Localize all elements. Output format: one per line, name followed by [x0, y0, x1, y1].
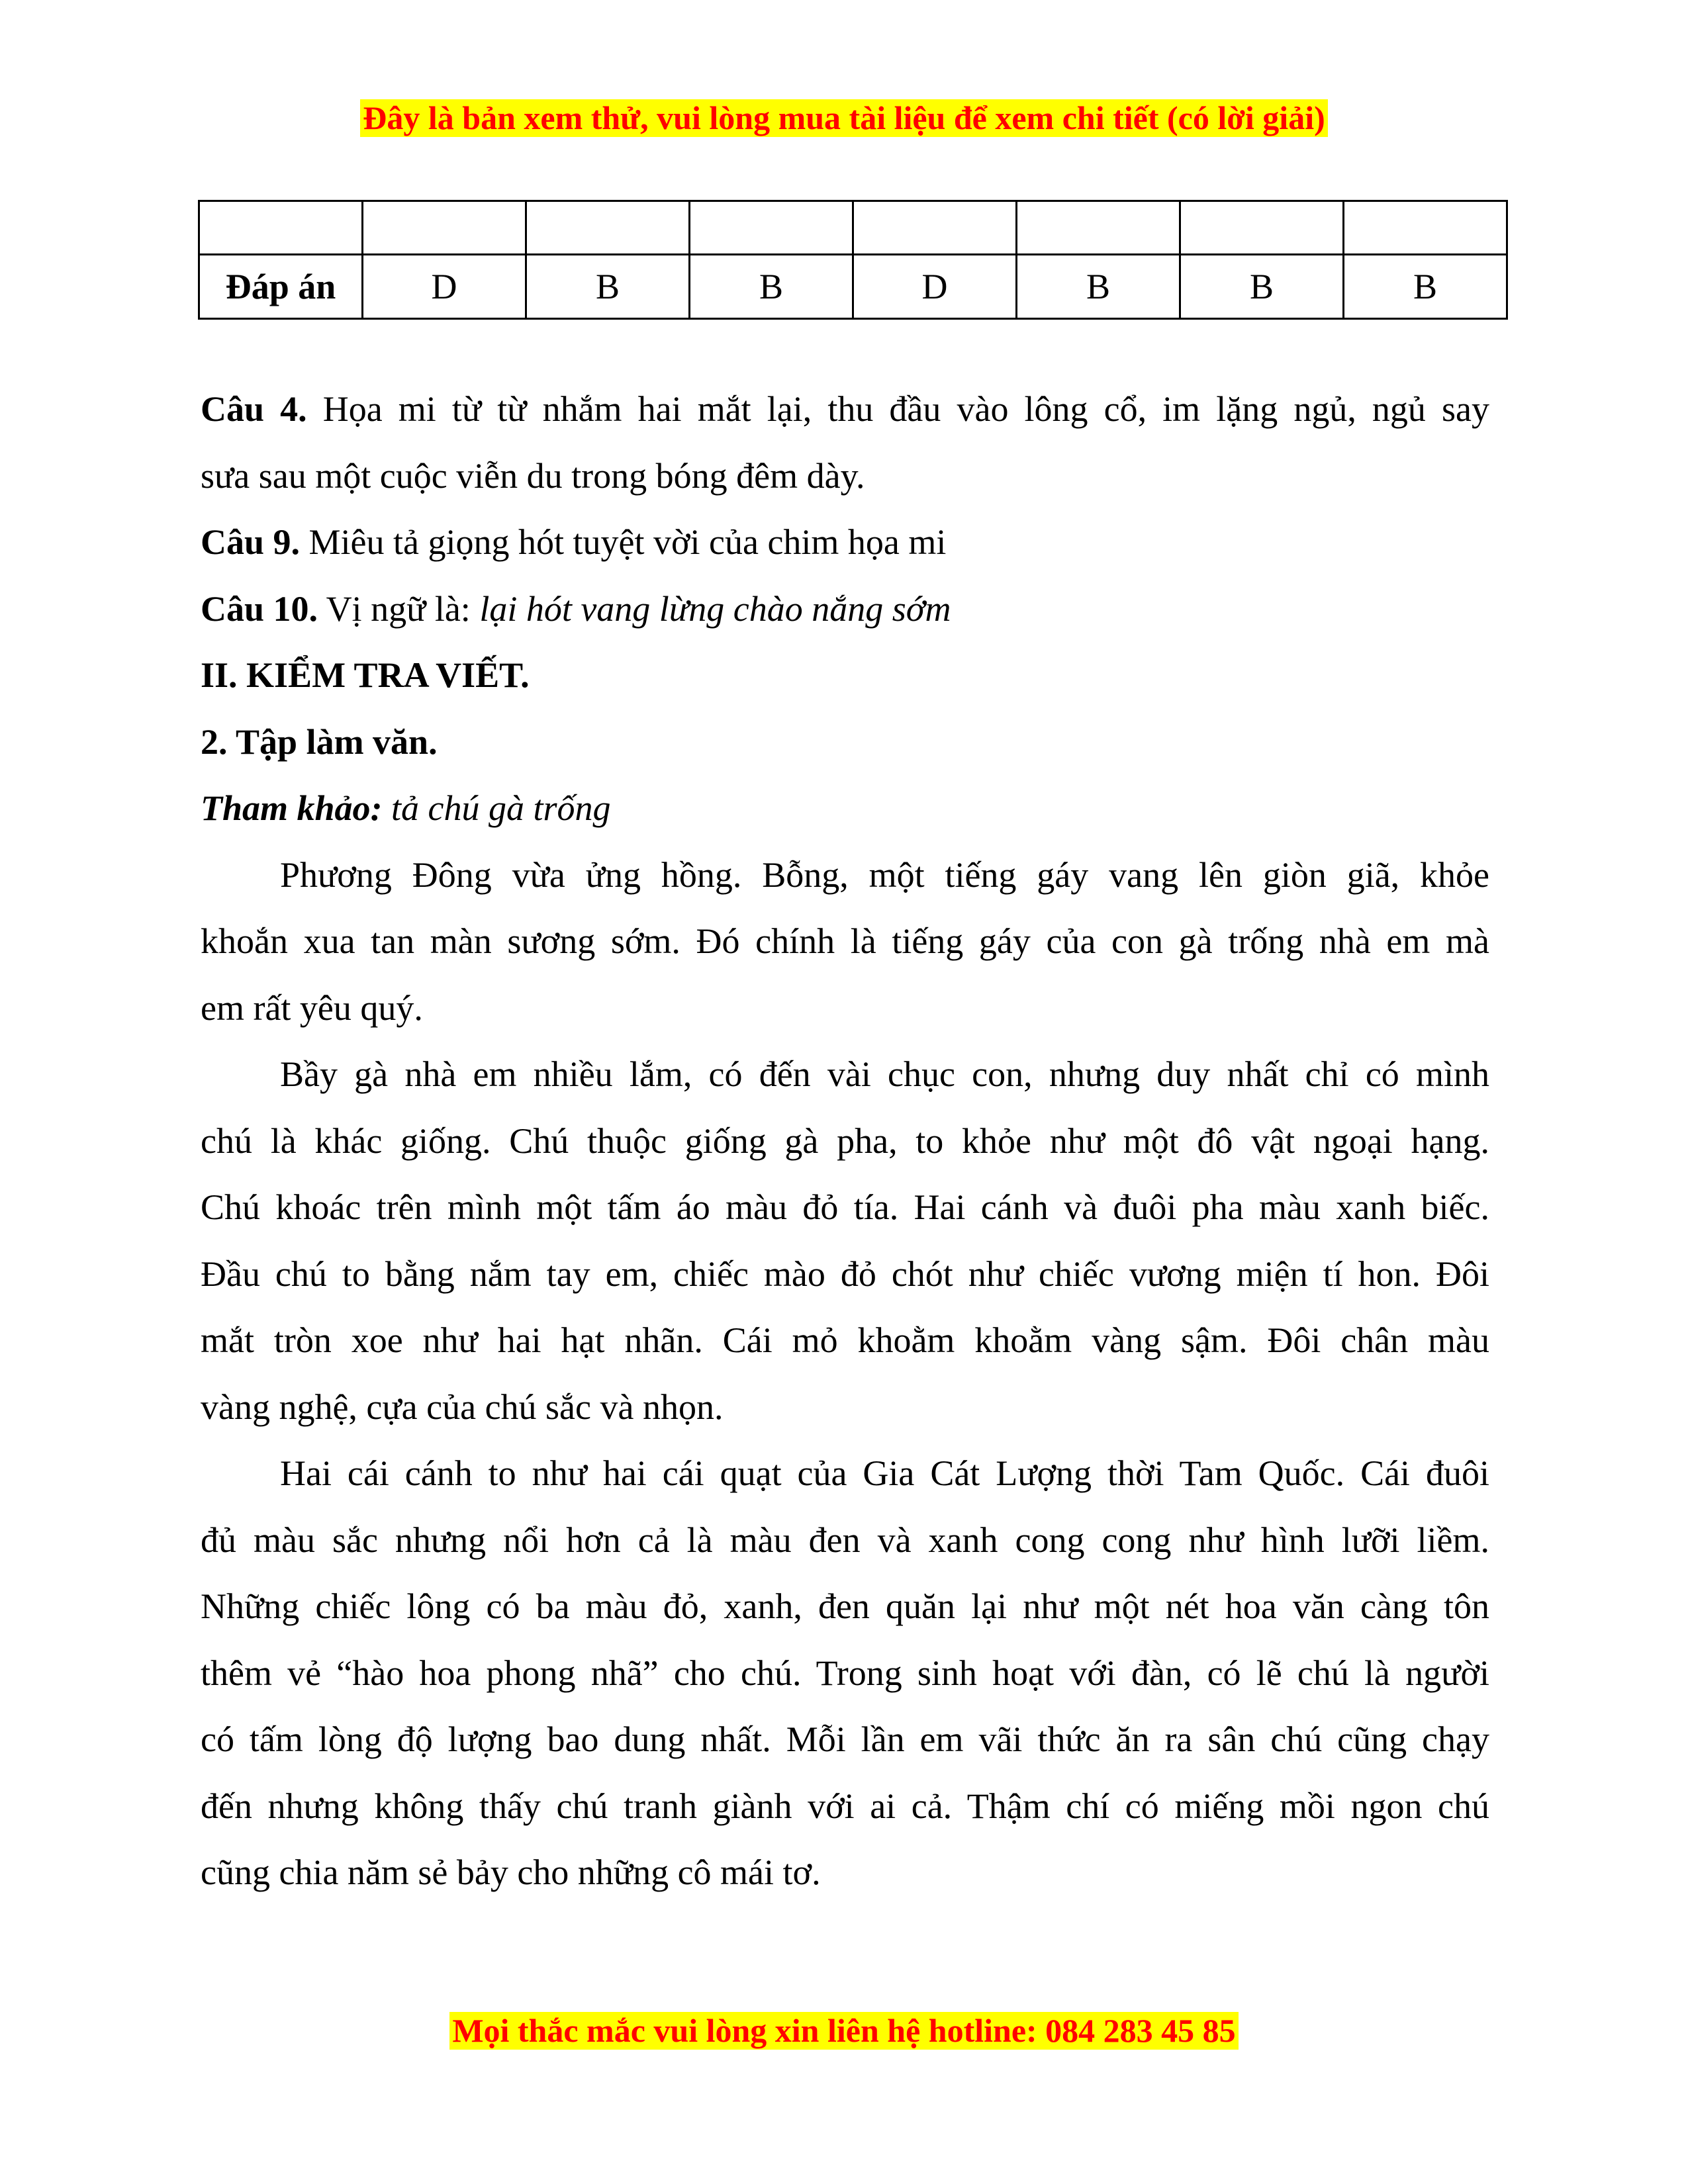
essay-line: khoắn xua tan màn sương sớm. Đó chính là tiếng gáy của con gà trống nhà em mà: [201, 921, 1489, 961]
essay-line: Hai cái cánh to như hai cái quạt của Gia Cát Lượng thời Tam Quốc. Cái đuôi: [280, 1453, 1489, 1493]
hotline-text: Mọi thắc mắc vui lòng xin liên hệ hotline: 084 283 45 85: [449, 2012, 1238, 2050]
question-9: [201, 509, 1489, 576]
essay-line: Phương Đông vừa ửng hồng. Bỗng, một tiếng gáy vang lên giòn giã, khỏe: [280, 854, 1489, 895]
question-4-text-1: Họa mi từ từ nhắm hai mắt lại, thu đầu vào lông cổ, im lặng ngủ, ngủ say: [322, 389, 1489, 429]
table-cell: [853, 201, 1017, 255]
table-cell: [199, 201, 363, 255]
table-cell: [1180, 201, 1344, 255]
essay-line: đủ màu sắc nhưng nổi hơn cả là màu đen và xanh cong cong như hình lưỡi liềm.: [201, 1520, 1489, 1560]
answer-cell: B: [1017, 255, 1180, 319]
answer-cell: B: [690, 255, 853, 319]
answer-cell: D: [853, 255, 1017, 319]
essay-line: thêm vẻ “hào hoa phong nhã” cho chú. Trong sinh hoạt với đàn, có lẽ chú là người: [201, 1653, 1489, 1693]
essay-line: vàng nghệ, cựa của chú sắc và nhọn.: [201, 1387, 724, 1427]
preview-notice-banner: [0, 99, 1688, 137]
question-10-answer: lại hót vang lừng chào nắng sớm: [479, 588, 951, 629]
essay-line: cũng chia năm sẻ bảy cho những cô mái tơ.: [201, 1852, 821, 1892]
question-10-prefix: Vị ngữ là:: [326, 588, 471, 629]
essay-line: mắt tròn xoe như hai hạt nhãn. Cái mỏ khoằm khoằm vàng sậm. Đôi chân màu: [201, 1320, 1489, 1360]
question-4-label: Câu 4.: [201, 389, 307, 429]
table-cell: [690, 201, 853, 255]
answer-cell: D: [363, 255, 526, 319]
essay-line: có tấm lòng độ lượng bao dung nhất. Mỗi lần em vãi thức ăn ra sân chú cũng chạy: [201, 1719, 1489, 1759]
answer-cell: B: [526, 255, 690, 319]
essay-line: chú là khác giống. Chú thuộc giống gà pha, to khỏe như một đô vật ngoại hạng.: [201, 1120, 1489, 1161]
reference-line: [201, 775, 1489, 842]
question-4-line-1: [201, 376, 1489, 443]
reference-topic: tả chú gà trống: [391, 788, 611, 828]
question-10-label: Câu 10.: [201, 588, 318, 629]
table-cell: [1017, 201, 1180, 255]
answer-table: [198, 200, 1508, 320]
reference-label: Tham khảo:: [201, 788, 383, 828]
hotline-banner: [0, 2012, 1688, 2050]
table-cell: [1344, 201, 1507, 255]
preview-notice-text: Đây là bản xem thử, vui lòng mua tài liệu để xem chi tiết (có lời giải): [360, 99, 1327, 137]
essay-line: em rất yêu quý.: [201, 987, 423, 1028]
question-9-text: Miêu tả giọng hót tuyệt vời của chim họa mi: [308, 522, 947, 562]
answer-cell: B: [1180, 255, 1344, 319]
table-cell: [363, 201, 526, 255]
essay-line: Đầu chú to bằng nắm tay em, chiếc mào đỏ chót như chiếc vương miện tí hon. Đôi: [201, 1253, 1489, 1294]
essay-line: Bầy gà nhà em nhiều lắm, có đến vài chục con, nhưng duy nhất chỉ có mình: [280, 1054, 1489, 1094]
section-subheading: 2. Tập làm văn.: [201, 721, 438, 762]
question-4-line-2: sưa sau một cuộc viễn du trong bóng đêm dày.: [201, 455, 865, 496]
question-10: [201, 576, 1489, 643]
essay-line: đến nhưng không thấy chú tranh giành với ai cả. Thậm chí có miếng mồi ngon chú: [201, 1786, 1489, 1826]
answer-table-answer-row: [199, 255, 1507, 319]
table-cell: [526, 201, 690, 255]
essay-line: Những chiếc lông có ba màu đỏ, xanh, đen quăn lại như một nét hoa văn càng tôn: [201, 1586, 1489, 1626]
answer-table-header-row: [199, 201, 1507, 255]
section-heading: II. KIỂM TRA VIẾT.: [201, 655, 530, 695]
essay-line: Chú khoác trên mình một tấm áo màu đỏ tía. Hai cánh và đuôi pha màu xanh biếc.: [201, 1187, 1489, 1227]
question-9-label: Câu 9.: [201, 522, 301, 562]
answer-cell: B: [1344, 255, 1507, 319]
document-body: [201, 376, 1489, 1906]
answer-row-label: Đáp án: [199, 255, 363, 319]
